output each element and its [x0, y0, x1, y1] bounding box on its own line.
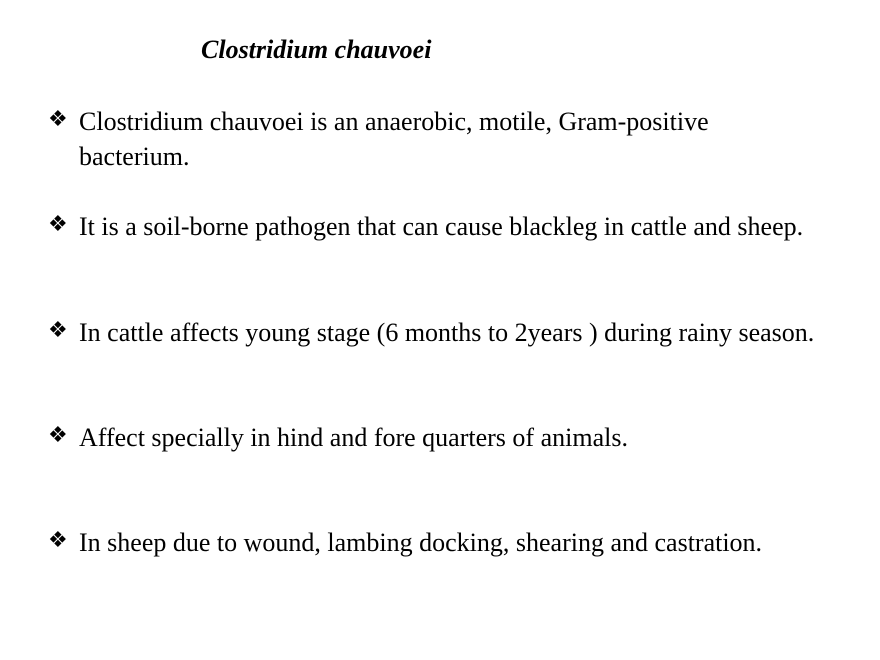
bullet-item — [48, 420, 848, 455]
diamond-bullet-icon: ❖ — [48, 212, 68, 237]
diamond-bullet-icon: ❖ — [48, 107, 68, 132]
bullet-item — [48, 104, 808, 174]
diamond-bullet-icon: ❖ — [48, 423, 68, 448]
slide-title: Clostridium chauvoei — [201, 35, 432, 64]
bullet-text: In cattle affects young stage (6 months to 2years ) during rainy season. — [79, 318, 815, 347]
bullet-item — [48, 525, 878, 560]
bullet-text: Affect specially in hind and fore quarters of animals. — [79, 423, 628, 452]
diamond-bullet-icon: ❖ — [48, 318, 68, 343]
diamond-bullet-icon: ❖ — [48, 528, 68, 553]
bullet-item — [48, 315, 838, 350]
bullet-item — [48, 209, 838, 244]
bullet-text: In sheep due to wound, lambing docking, shearing and castration. — [79, 528, 763, 557]
bullet-text: Clostridium chauvoei is an anaerobic, motile, Gram-positive bacterium. — [79, 107, 709, 171]
bullet-text: It is a soil-borne pathogen that can cause blackleg in cattle and sheep. — [79, 212, 804, 241]
